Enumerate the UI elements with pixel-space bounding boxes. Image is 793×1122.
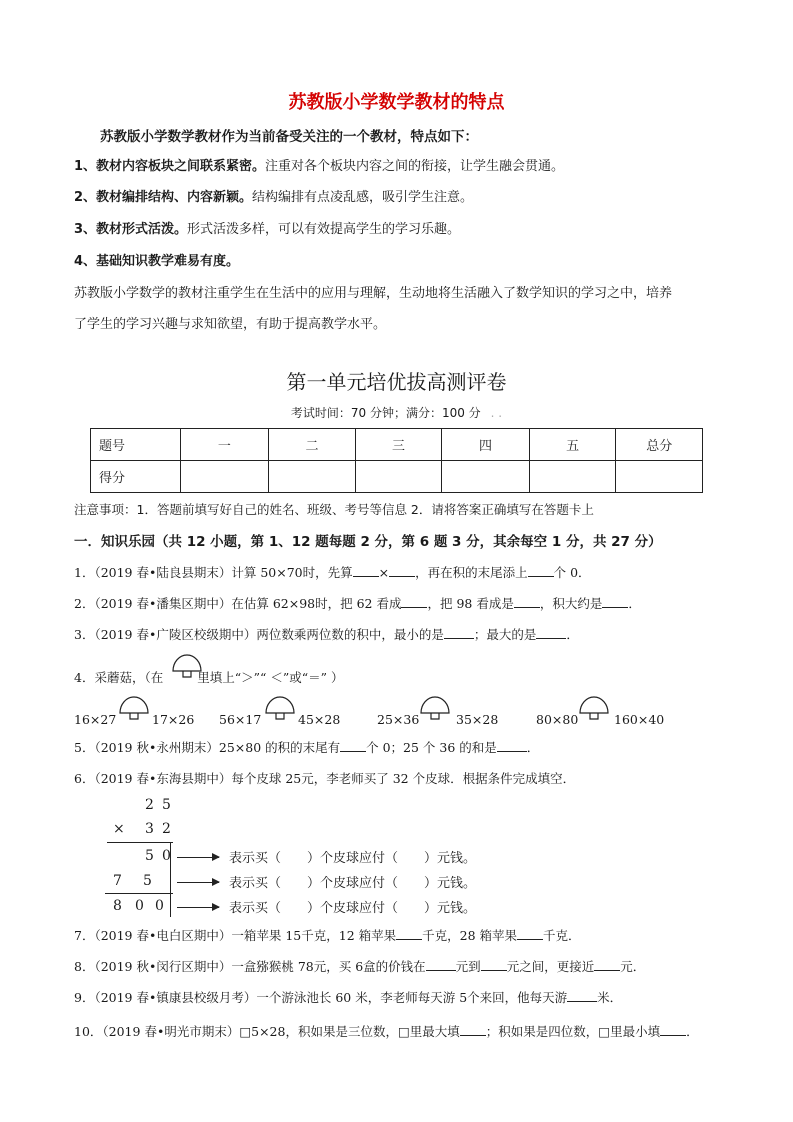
mushroom-answer-2[interactable]	[263, 693, 297, 723]
cell-header-1: 一	[180, 429, 269, 461]
q7-text-a: 7．（2019 春•电白区期中）一箱苹果 15千克，12 箱苹果	[74, 928, 397, 943]
q2-blank-3[interactable]	[602, 595, 628, 608]
cell-header-4: 四	[442, 429, 530, 461]
score-input-4[interactable]	[442, 461, 530, 493]
cell-score-label: 得分	[91, 461, 181, 493]
q8-blank-3[interactable]	[594, 958, 620, 971]
calc-r1-d1: 2	[145, 797, 154, 813]
score-table	[90, 428, 703, 493]
compare-3-right: 35×28	[456, 712, 499, 727]
q8-text-c: 元之间，更接近	[506, 959, 595, 974]
q7-text-b: 千克，28 箱苹果	[422, 928, 518, 943]
exam-info-dots: . .	[490, 406, 503, 420]
calc-line-1	[107, 842, 173, 843]
q3-blank-1[interactable]	[444, 626, 474, 639]
compare-1-right: 17×26	[152, 712, 195, 727]
feature-4	[74, 250, 239, 269]
q7-blank-1[interactable]	[396, 927, 422, 940]
annotation-2: 表示买（ ）个皮球应付（ ）元钱。	[229, 876, 477, 891]
q1-text-b: ×	[378, 565, 390, 580]
q4-text-a: 4．采蘑菇，（在	[74, 670, 164, 685]
cell-header-5: 五	[529, 429, 616, 461]
q8-blank-2[interactable]	[481, 958, 507, 971]
q2-text-d: ．	[628, 596, 641, 611]
document-title: 苏教版小学数学教材的特点	[288, 92, 505, 113]
q9-text-a: 9．（2019 春•镇康县校级月考）一个游泳池长 60 米，李老师每天游 5个来回，他每天游	[74, 990, 568, 1005]
feature-1	[74, 155, 564, 174]
question-2	[74, 594, 641, 612]
question-5	[74, 738, 539, 756]
q10-blank-2[interactable]	[660, 1023, 686, 1036]
q4-text-b: 里填上“＞”“ ＜”或“＝” ）	[197, 670, 344, 685]
q1-blank-1[interactable]	[353, 564, 379, 577]
feature-2	[74, 186, 473, 205]
score-input-1[interactable]	[180, 461, 269, 493]
q8-blank-1[interactable]	[426, 958, 456, 971]
arrow-3-icon	[177, 907, 219, 908]
q9-blank-1[interactable]	[567, 989, 597, 1002]
compare-3-left: 25×36	[377, 712, 420, 727]
q2-blank-2[interactable]	[514, 595, 540, 608]
feature-3-heading: 3、教材形式活泼。	[74, 222, 188, 237]
compare-1-left: 16×27	[74, 712, 117, 727]
q2-text-a: 2．（2019 春•潘集区期中）在估算 62×98时，把 62 看成	[74, 596, 402, 611]
feature-1-heading: 1、教材内容板块之间联系紧密。	[74, 159, 266, 174]
q2-text-b: ，把 98 看成是	[427, 596, 514, 611]
compare-2-left: 56×17	[219, 712, 262, 727]
q8-text-a: 8．（2019 秋•闵行区期中）一盒猕猴桃 78元，买 6盒的价钱在	[74, 959, 426, 974]
exam-info	[0, 404, 793, 421]
q1-text-d: 个 0．	[553, 565, 591, 580]
annotation-1: 表示买（ ）个皮球应付（ ）元钱。	[229, 851, 477, 866]
question-4	[74, 668, 344, 686]
q5-text-c: ．	[526, 740, 540, 755]
calc-r2-sign: ×	[113, 821, 125, 837]
feature-3-text: 形式活泼多样，可以有效提高学生的学习乐趣。	[187, 222, 461, 237]
calc-r2-d1: 3	[145, 821, 154, 837]
q8-text-b: 元到	[455, 959, 481, 974]
q8-text-d: 元．	[620, 959, 646, 974]
q7-blank-2[interactable]	[517, 927, 543, 940]
score-table-header-row	[91, 429, 703, 461]
q5-blank-1[interactable]	[340, 739, 366, 752]
section-1-heading: 一．知识乐园（共 12 小题，第 1、12 题每题 2 分，第 6 题 3 分，其余每空 1 分，共 27 分）	[74, 534, 662, 550]
compare-2-right: 45×28	[298, 712, 341, 727]
intro-text: 苏教版小学数学教材作为当前备受关注的一个教材，特点如下：	[100, 129, 478, 145]
q1-text-a: 1．（2019 春•陆良县期末）计算 50×70时，先算	[74, 565, 353, 580]
exam-notice: 注意事项：1．答题前填写好自己的姓名、班级、考号等信息 2．请将答案正确填写在答题卡上	[74, 502, 594, 517]
q5-blank-2[interactable]	[497, 739, 527, 752]
calc-r1-d2: 5	[162, 797, 171, 813]
feature-2-text: 结构编排有点凌乱感，吸引学生注意。	[252, 190, 474, 205]
mushroom-icon	[170, 651, 204, 681]
score-input-5[interactable]	[529, 461, 616, 493]
cell-header-2: 二	[269, 429, 356, 461]
calc-r3-d1: 5	[145, 848, 154, 864]
question-6: 6．（2019 春•东海县期中）每个皮球 25元，李老师买了 32 个皮球．根据条件完成填空．	[74, 771, 576, 786]
calc-r2-d2: 2	[162, 821, 171, 837]
question-8	[74, 957, 645, 975]
q2-blank-1[interactable]	[401, 595, 427, 608]
mushroom-answer-4[interactable]	[577, 693, 611, 723]
q3-text-a: 3．（2019 春•广陵区校级期中）两位数乘两位数的积中，最小的是	[74, 627, 444, 642]
score-table-score-row	[91, 461, 703, 493]
score-input-2[interactable]	[269, 461, 356, 493]
calc-r5-d1: 8	[113, 898, 122, 914]
feature-1-text: 注重对各个板块内容之间的衔接，让学生融会贯通。	[265, 159, 565, 174]
q10-blank-1[interactable]	[460, 1023, 486, 1036]
question-10	[74, 1022, 699, 1040]
calc-r5-d3: 0	[155, 898, 164, 914]
feature-3	[74, 218, 460, 237]
vertical-multiplication	[105, 795, 515, 917]
feature-4-heading: 4、基础知识教学难易有度。	[74, 254, 240, 269]
annotation-3: 表示买（ ）个皮球应付（ ）元钱。	[229, 901, 477, 916]
exam-title: 第一单元培优拔高测评卷	[286, 370, 507, 394]
calc-line-2	[105, 893, 173, 894]
q10-text-b: ；积如果是四位数，□里最小填	[485, 1024, 661, 1039]
score-input-3[interactable]	[355, 461, 442, 493]
paragraph-line-2: 了学生的学习兴趣与求知欲望，有助于提高教学水平。	[74, 317, 387, 332]
mushroom-answer-1[interactable]	[117, 693, 151, 723]
q3-text-c: ．	[566, 627, 579, 642]
q5-text-b: 个 0；25 个 36 的和是	[366, 740, 497, 755]
q3-blank-2[interactable]	[536, 626, 566, 639]
feature-2-heading: 2、教材编排结构、内容新颖。	[74, 190, 253, 205]
q1-text-c: ，再在积的末尾添上	[415, 565, 528, 580]
arrow-2-icon	[177, 882, 219, 883]
q5-text-a: 5．（2019 秋•永州期末）25×80 的积的末尾有	[74, 740, 341, 755]
q7-text-c: 千克．	[543, 928, 581, 943]
q10-text-a: 10．（2019 春•明光市期末）□5×28，积如果是三位数，□里最大填	[74, 1024, 460, 1039]
calc-r4-d1: 7	[113, 873, 122, 889]
q1-blank-3[interactable]	[528, 564, 554, 577]
question-3	[74, 625, 579, 643]
mushroom-answer-3[interactable]	[418, 693, 452, 723]
q10-text-c: ．	[686, 1024, 699, 1039]
calc-r5-d2: 0	[135, 898, 144, 914]
arrow-1-icon	[177, 857, 219, 858]
paragraph-line-1: 苏教版小学数学的教材注重学生在生活中的应用与理解，生动地将生活融入了数学知识的学习之中，培养	[74, 286, 673, 301]
compare-4-right: 160×40	[614, 712, 665, 727]
q2-text-c: ，积大约是	[539, 596, 603, 611]
score-input-total[interactable]	[616, 461, 703, 493]
q9-text-b: 米．	[597, 990, 623, 1005]
compare-4-left: 80×80	[536, 712, 579, 727]
cell-header-3: 三	[355, 429, 442, 461]
exam-time-score: 考试时间：70 分钟；满分：100 分	[290, 406, 481, 420]
calc-r3-d2: 0	[162, 848, 171, 864]
q3-text-b: ；最大的是	[473, 627, 537, 642]
calc-r4-d2: 5	[143, 873, 152, 889]
cell-question-number: 题号	[91, 429, 181, 461]
question-1	[74, 563, 591, 581]
question-9	[74, 988, 622, 1006]
q1-blank-2[interactable]	[389, 564, 415, 577]
question-7	[74, 926, 581, 944]
cell-header-total: 总分	[616, 429, 703, 461]
